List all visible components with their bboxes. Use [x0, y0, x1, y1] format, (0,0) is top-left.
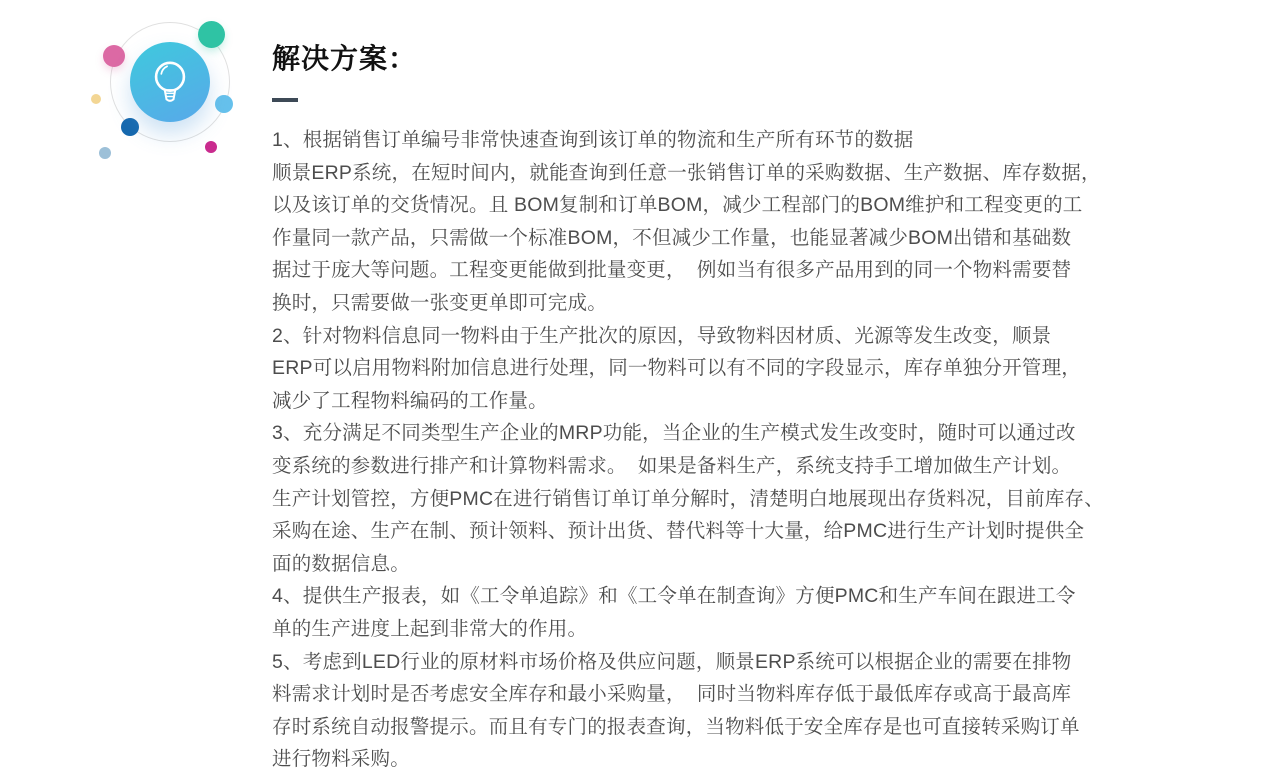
lightbulb-badge: [130, 42, 210, 122]
text-line: 顺景ERP系统，在短时间内，就能查询到任意一张销售订单的采购数据、生产数据、库存数据，: [272, 161, 1101, 184]
text-line: 采购在途、生产在制、预计领料、预计出货、替代料等十大量，给PMC进行生产计划时提供全: [272, 520, 1085, 543]
dark-blue-dot: [121, 118, 139, 136]
text-line: ERP可以启用物料附加信息进行处理，同一物料可以有不同的字段显示，库存单独分开管理，: [272, 357, 1081, 380]
text-line: 换时，只需要做一张变更单即可完成。: [272, 291, 607, 314]
icon-cluster: [0, 0, 260, 190]
text-line: 3、充分满足不同类型生产企业的MRP功能，当企业的生产模式发生改变时，随时可以通过改: [272, 422, 1076, 445]
teal-dot: [198, 21, 225, 48]
body-text: [272, 124, 1232, 776]
title-underline: [272, 98, 298, 102]
text-line: 作量同一款产品，只需做一个标准BOM，不但减少工作量，也能显著减少BOM出错和基础数: [272, 226, 1072, 249]
text-line: 存时系统自动报警提示。而且有专门的报表查询，当物料低于安全库存是也可直接转采购订单: [272, 715, 1080, 738]
text-line: 面的数据信息。: [272, 552, 410, 575]
text-line: 进行物料采购。: [272, 748, 410, 771]
text-line: 4、提供生产报表，如《工令单追踪》和《工令单在制查询》方便PMC和生产车间在跟进工令: [272, 585, 1076, 608]
text-line: 减少了工程物料编码的工作量。: [272, 389, 548, 412]
text-line: 5、考虑到LED行业的原材料市场价格及供应问题，顺景ERP系统可以根据企业的需要在排物: [272, 650, 1072, 673]
text-line: 据过于庞大等问题。工程变更能做到批量变更， 例如当有很多产品用到的同一个物料需要替: [272, 259, 1072, 282]
text-line: 1、根据销售订单编号非常快速查询到该订单的物流和生产所有环节的数据: [272, 129, 914, 151]
pink-dot: [103, 45, 125, 67]
magenta-dot: [205, 141, 217, 153]
lightbulb-icon: [141, 53, 199, 111]
light-blue-dot: [215, 95, 233, 113]
text-column: [272, 40, 1232, 776]
page-title: 解决方案：: [272, 43, 418, 74]
text-line: 生产计划管控，方便PMC在进行销售订单订单分解时，清楚明白地展现出存货料况，目前库存、: [272, 487, 1104, 510]
yellow-dot: [91, 94, 101, 104]
text-line: 以及该订单的交货情况。且 BOM复制和订单BOM，减少工程部门的BOM维护和工程变更的工: [272, 194, 1083, 217]
text-line: 料需求计划时是否考虑安全库存和最小采购量， 同时当物料库存低于最低库存或高于最高库: [272, 683, 1072, 706]
text-line: 单的生产进度上起到非常大的作用。: [272, 617, 588, 640]
text-line: 2、针对物料信息同一物料由于生产批次的原因，导致物料因材质、光源等发生改变，顺景: [272, 324, 1052, 347]
pale-blue-dot: [99, 147, 111, 159]
text-line: 变系统的参数进行排产和计算物料需求。 如果是备料生产，系统支持手工增加做生产计划。: [272, 454, 1072, 477]
